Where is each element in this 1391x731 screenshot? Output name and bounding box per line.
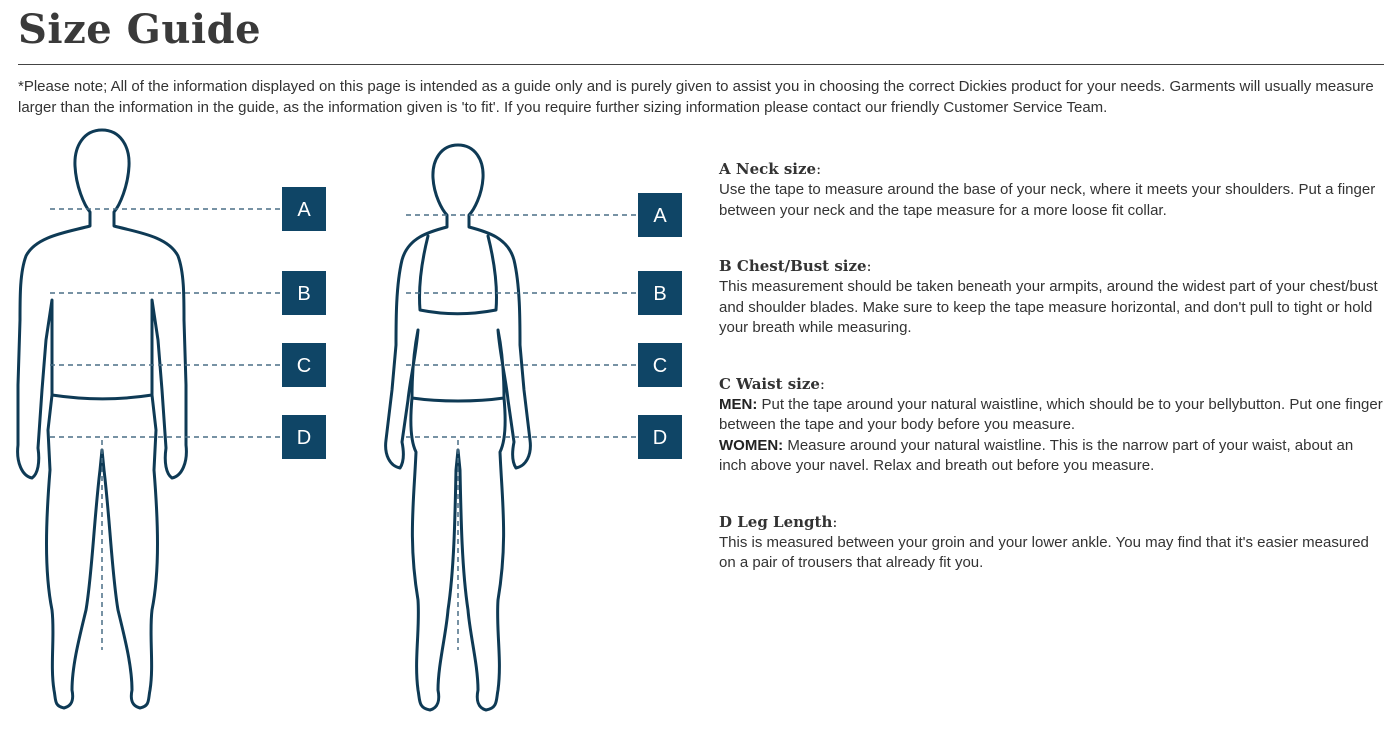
female-label-d: D xyxy=(652,427,668,449)
male-label-b: B xyxy=(297,283,311,305)
section-neck-size xyxy=(719,160,1384,221)
section-heading: A Neck size: xyxy=(719,160,822,178)
section-text-men: MEN: Put the tape around your natural waistline, which should be to your bellybutton. Put one finger between the tape and your body before you measure. xyxy=(719,395,1383,433)
disclaimer-note: *Please note; All of the information displayed on this page is intended as a guide only and is purely given to assist you in choosing the correct Dickies product for your needs. Garments will usually measure larger than the information in the guide, as the information given is 'to fit'. If you require further sizing information please contact our friendly Customer Service Team. xyxy=(18,78,1374,116)
section-text: Use the tape to measure around the base of your neck, where it meets your shoulders. Put a finger between your neck and the tape measure for a more loose fit collar. xyxy=(719,181,1376,219)
section-waist-size xyxy=(719,375,1384,477)
section-heading: D Leg Length: xyxy=(719,512,838,531)
male-label-c: C xyxy=(296,355,312,377)
section-text-women: WOMEN: Measure around your natural waistline. This is the narrow part of your waist, about an inch above your navel. Relax and breath out before you measure. xyxy=(719,436,1354,474)
section-leg-length xyxy=(719,513,1384,574)
male-label-a: A xyxy=(297,199,311,221)
title-divider xyxy=(18,64,1384,65)
female-label-c: C xyxy=(652,355,668,377)
female-figure xyxy=(386,145,531,710)
male-label-d: D xyxy=(296,427,312,449)
page-title: Size Guide xyxy=(18,6,262,53)
section-heading: B Chest/Bust size: xyxy=(719,257,872,275)
measurement-instructions xyxy=(719,160,1384,610)
female-label-a: A xyxy=(653,205,667,227)
section-text: This is measured between your groin and your lower ankle. You may find that it's easier measured on a pair of trousers that already fit you. xyxy=(719,533,1369,571)
section-heading: C Waist size: xyxy=(719,374,825,393)
female-label-b: B xyxy=(653,283,667,305)
body-measurement-figures xyxy=(0,120,700,725)
section-text: This measurement should be taken beneath your armpits, around the widest part of your chest/bust and shoulder blades. Make sure to keep the tape measure horizontal, and don't pull to tight or hold your breath while measuring. xyxy=(719,278,1378,336)
section-chest-bust-size xyxy=(719,257,1384,339)
